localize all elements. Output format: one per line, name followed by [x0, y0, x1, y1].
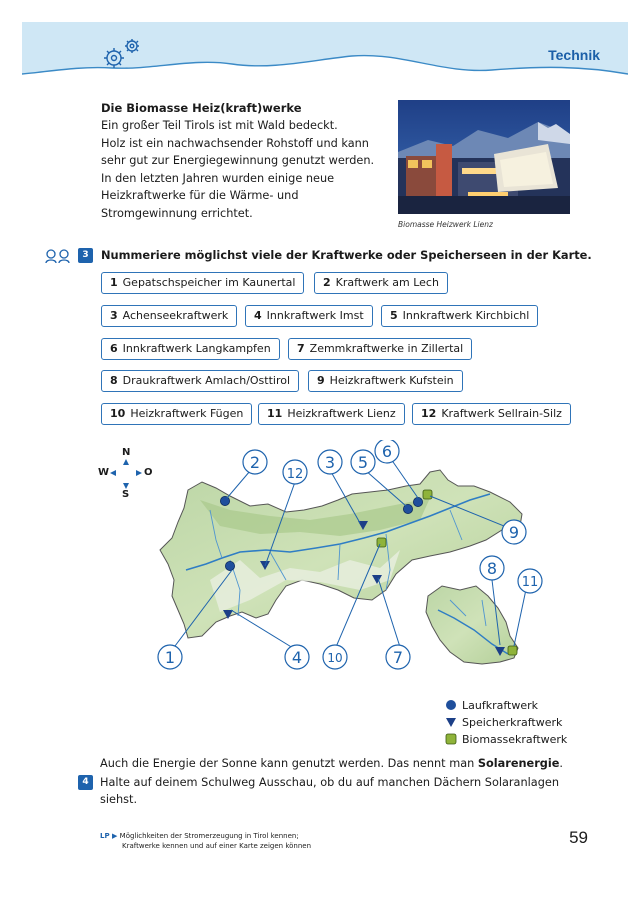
plant-name: Draukraftwerk Amlach/Osttirol	[122, 374, 291, 387]
intro-line: Heizkraftwerke für die Wärme- und	[101, 189, 299, 203]
svg-text:3: 3	[324, 453, 336, 472]
plant-label-8	[101, 370, 299, 392]
map-label-3	[318, 450, 342, 474]
plant-name: Zemmkraftwerke in Zillertal	[309, 342, 464, 355]
task-number-badge: 4	[78, 775, 93, 790]
plant-name: Heizkraftwerk Fügen	[130, 407, 244, 420]
biomass-plant-photo	[398, 100, 570, 214]
plant-name: Innkraftwerk Imst	[266, 309, 364, 322]
plant-label-11	[258, 403, 405, 425]
plant-label-1	[101, 272, 304, 294]
plant-label-12	[412, 403, 571, 425]
compass-east: O	[144, 467, 153, 478]
legend-run-of-river	[445, 697, 567, 713]
solar-paragraph	[100, 757, 563, 770]
section-title: Technik	[548, 47, 600, 63]
solar-text: Auch die Energie der Sonne kann genutzt werden. Das nennt man	[100, 757, 478, 770]
plant-number: 4	[254, 309, 262, 322]
solar-keyword: Solarenergie	[477, 757, 560, 770]
intro-line: Stromgewinnung errichtet.	[101, 206, 253, 220]
svg-text:7: 7	[392, 648, 404, 667]
plant-number: 3	[110, 309, 118, 322]
plant-name: Heizkraftwerk Lienz	[287, 407, 396, 420]
run-of-river-marker	[225, 561, 234, 570]
task-instruction: Halte auf deinem Schulweg Ausschau, ob du auf manchen Dächern Solaranlagen siehst.	[100, 776, 559, 807]
intro-line: Ein großer Teil Tirols ist mit Wald bedeckt.	[101, 119, 338, 132]
plant-label-2	[314, 272, 448, 294]
map-label-8	[480, 556, 504, 580]
tyrol-map	[90, 440, 560, 690]
run-of-river-marker	[403, 504, 412, 513]
plant-label-3	[101, 305, 237, 327]
map-label-5	[351, 450, 375, 474]
legend-storage	[445, 714, 567, 730]
plant-label-5	[381, 305, 538, 327]
legend-label: Biomassekraftwerk	[462, 732, 568, 746]
biomass-marker	[377, 538, 386, 547]
plant-label-10	[101, 403, 252, 425]
map-label-10	[323, 645, 347, 669]
svg-text:2: 2	[249, 453, 261, 472]
green-square-icon	[445, 733, 457, 745]
run-of-river-marker	[413, 497, 422, 506]
gear-icon	[98, 36, 146, 76]
lp-tag: LP ▶	[100, 832, 118, 840]
svg-text:11: 11	[521, 575, 539, 590]
blue-triangle-icon	[445, 716, 457, 728]
plant-label-9	[308, 370, 463, 392]
map-label-2	[243, 450, 267, 474]
compass-north: N	[122, 447, 131, 458]
photo-caption: Biomasse Heizwerk Lienz	[398, 220, 493, 229]
partner-work-icon	[44, 248, 74, 268]
plant-number: 9	[317, 374, 325, 387]
svg-text:1: 1	[164, 648, 176, 667]
intro-line: In den letzten Jahren wurden einige neue	[101, 171, 335, 185]
plant-label-6	[101, 338, 280, 360]
svg-text:12: 12	[286, 467, 304, 482]
plant-number: 10	[110, 407, 126, 420]
page-number: 59	[569, 828, 588, 847]
plant-name: Innkraftwerk Kirchbichl	[402, 309, 530, 322]
plant-number: 12	[421, 407, 437, 420]
legend-label: Laufkraftwerk	[462, 698, 538, 712]
plant-name: Heizkraftwerk Kufstein	[329, 374, 454, 387]
map-legend	[445, 697, 567, 748]
map-label-12	[283, 460, 307, 484]
svg-text:9: 9	[508, 523, 520, 542]
lp-line: Möglichkeiten der Stromerzeugung in Tirol kennen;	[119, 832, 299, 840]
map-label-11	[518, 569, 542, 593]
plant-number: 5	[390, 309, 398, 322]
intro-line: Holz ist ein nachwachsender Rohstoff und kann	[101, 136, 369, 150]
intro-line: sehr gut zur Energiegewinnung genutzt werden.	[101, 154, 375, 168]
plant-number: 1	[110, 276, 118, 289]
plant-number: 6	[110, 342, 118, 355]
svg-text:5: 5	[357, 453, 369, 472]
svg-text:8: 8	[486, 559, 498, 578]
compass-west: W	[98, 467, 110, 478]
legend-label: Speicherkraftwerk	[462, 715, 563, 729]
biomass-marker	[423, 490, 432, 499]
plant-name: Achenseekraftwerk	[122, 309, 229, 322]
plant-name: Kraftwerk Sellrain-Silz	[441, 407, 562, 420]
map-label-4	[285, 645, 309, 669]
learning-goals	[100, 831, 311, 851]
intro-heading: Die Biomasse Heiz(kraft)werke	[101, 101, 302, 115]
plant-number: 8	[110, 374, 118, 387]
map-label-9	[502, 520, 526, 544]
solar-text-end: .	[559, 757, 563, 770]
map-label-1	[158, 645, 182, 669]
intro-text	[101, 100, 391, 223]
lp-line: Kraftwerke kennen und auf einer Karte zeigen können	[122, 842, 312, 850]
plant-number: 7	[297, 342, 305, 355]
svg-text:6: 6	[381, 442, 393, 461]
plant-name: Innkraftwerk Langkampfen	[122, 342, 271, 355]
map-label-7	[386, 645, 410, 669]
task-instruction: Nummeriere möglichst viele der Kraftwerke oder Speicherseen in der Karte.	[101, 248, 592, 262]
task-number-badge: 3	[78, 248, 93, 263]
plant-number: 2	[323, 276, 331, 289]
run-of-river-marker	[220, 496, 229, 505]
svg-text:10: 10	[327, 651, 343, 665]
plant-name: Kraftwerk am Lech	[335, 276, 439, 289]
biomass-marker	[508, 646, 517, 655]
compass-south: S	[122, 489, 130, 500]
plant-number: 11	[267, 407, 283, 420]
plant-name: Gepatschspeicher im Kaunertal	[122, 276, 296, 289]
blue-circle-icon	[445, 699, 457, 711]
svg-text:4: 4	[291, 648, 303, 667]
plant-label-7	[288, 338, 472, 360]
plant-label-4	[245, 305, 373, 327]
legend-biomass	[445, 731, 567, 747]
map-label-6	[375, 440, 399, 463]
